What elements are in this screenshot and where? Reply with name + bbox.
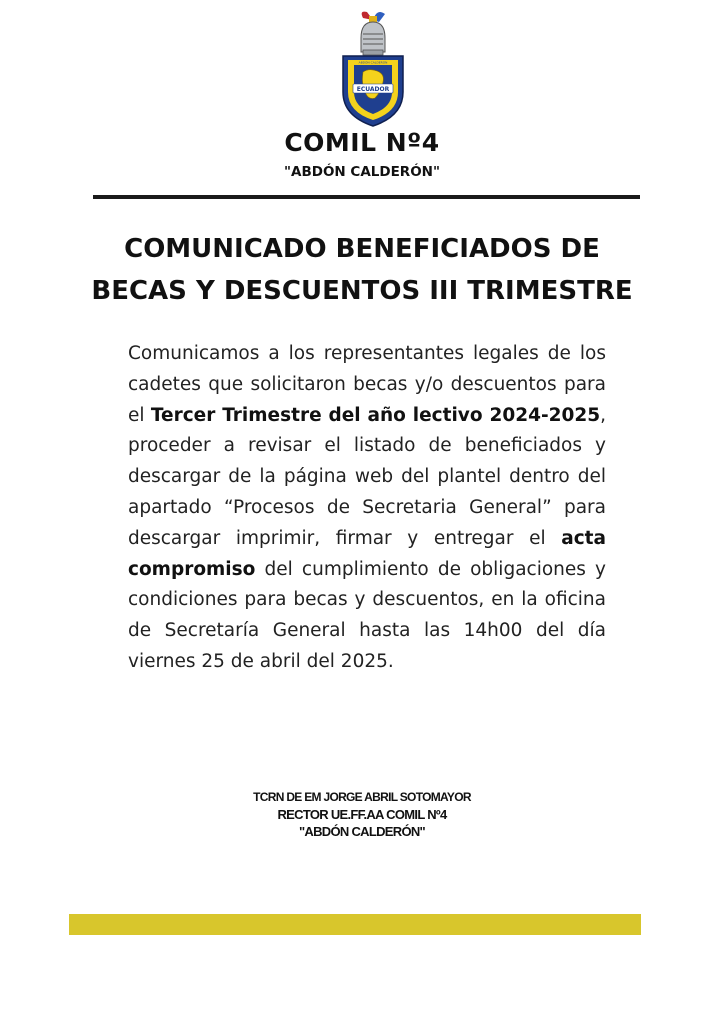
title-line-2: BECAS Y DESCUENTOS III TRIMESTRE — [91, 276, 633, 306]
body-text-part-3: del cumplimiento de obligaciones y condiciones para becas y descuentos, en la oficina de Secretaría General hasta las 14h00 del día viernes 25 de abril del 2025. — [128, 558, 606, 672]
signature-name: TCRN DE EM JORGE ABRIL SOTOMAYOR — [253, 790, 471, 804]
school-name: COMIL Nº4 — [284, 128, 440, 157]
body-bold-acta-compromiso: acta compromiso — [128, 527, 606, 580]
signature-block — [0, 789, 724, 840]
svg-text:ECUADOR: ECUADOR — [356, 86, 390, 93]
school-crest-logo — [333, 8, 413, 130]
signature-position: RECTOR UE.FF.AA COMIL Nº4 — [277, 807, 447, 822]
title-line-1: COMUNICADO BENEFICIADOS DE — [124, 234, 600, 264]
body-bold-school-year: Tercer Trimestre del año lectivo 2024-2025 — [150, 404, 601, 426]
military-school-crest-icon — [333, 8, 413, 130]
announcement-body — [128, 339, 606, 678]
header-divider — [93, 195, 640, 199]
svg-text:ABDÓN CALDERÓN: ABDÓN CALDERÓN — [358, 60, 388, 65]
body-text-part-1: Comunicamos a los representantes legales de los cadetes que solicitaron becas y/o descuentos para el — [128, 343, 606, 426]
signature-school: "ABDÓN CALDERÓN" — [298, 824, 426, 839]
body-text-part-2: , proceder a revisar el listado de beneficiados y descargar de la página web del plantel dentro del apartado “Procesos de Secretaria General” para descargar imprimir, firmar y entregar el — [128, 404, 606, 549]
school-subtitle: "ABDÓN CALDERÓN" — [283, 164, 441, 180]
footer-accent-bar — [69, 914, 641, 935]
document-title — [60, 228, 664, 312]
